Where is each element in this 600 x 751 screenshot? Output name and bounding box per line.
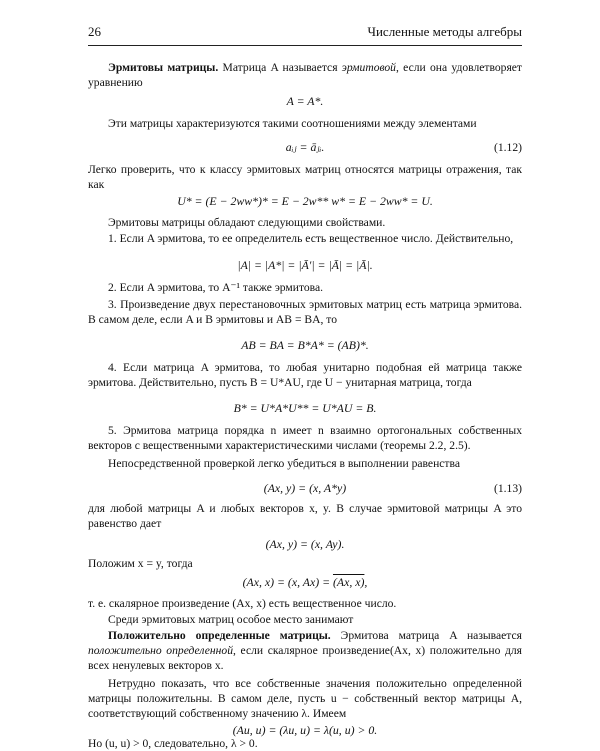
paragraph-positive-definite [88,628,522,673]
equation-part: (Ax, x) = (x, Ax) = [242,575,333,589]
equation: aᵢⱼ = āⱼᵢ. [285,140,325,154]
text-span: , если она удовлетворяет уравнению [88,61,522,89]
header-rule [88,45,522,46]
equation: AB = BA = B*A* = (AB)*. [241,338,369,352]
section-heading-positive-definite: Положительно определенные матрицы. [108,629,331,642]
equation: B* = U*A*U** = U*AU = B. [233,401,377,415]
running-header [88,24,522,44]
page-number: 26 [88,24,101,39]
running-title: Численные методы алгебры [367,24,522,39]
section-heading-hermitian: Эрмитовы матрицы. [108,61,219,74]
paragraph: Нетрудно показать, что все собственные значения положительно определенной матрицы положительны. В самом деле, пусть u − собственный вектор матрицы A, соответствующий собственному значению λ. Имеем [88,677,522,720]
text-span: Матрица A называется [218,61,342,74]
equation-conjugate: (Ax, x) [332,575,365,589]
paragraph: Эти матрицы характеризуются такими соотношениями между элементами [108,117,477,130]
paragraph: Эрмитовы матрицы обладают следующими свойствами. [108,216,386,229]
equation-part: , [364,575,368,589]
equation: |A| = |A*| = |Ā′| = |Ā| = |Ā|. [237,258,373,272]
text-span: , если скалярное произведение(Ax, x) положительно для всех ненулевых векторов x. [88,644,523,672]
paragraph: т. е. скалярное произведение (Ax, x) есть вещественное число. [88,597,397,610]
equation: U* = (E − 2ww*)* = E − 2w** w* = E − 2ww* = U. [177,194,433,208]
text-span: Эрмитова матрица A называется [330,629,522,642]
equation-number: (1.13) [493,482,522,495]
equation-number: (1.12) [493,141,522,154]
paragraph: 2. Если A эрмитова, то A⁻¹ также эрмитова. [108,281,324,294]
emphasis: положительно определенной [88,644,234,657]
paragraph: Но (u, u) > 0, следовательно, λ > 0. [88,737,258,750]
paragraph: Легко проверить, что к классу эрмитовых матриц относятся матрицы отражения, так как [88,163,522,191]
paragraph: Непосредственной проверкой легко убедиться в выполнении равенства [108,457,460,470]
equation [88,575,522,590]
paragraph: 1. Если A эрмитова, то ее определитель есть вещественное число. Действительно, [108,232,514,245]
equation: (Au, u) = (λu, u) = λ(u, u) > 0. [232,723,378,737]
paragraph: 3. Произведение двух перестановочных эрмитовых матриц есть матрица эрмитова. В самом деле, если A и B эрмитовы и AB = BA, то [88,298,522,326]
emphasis: эрмитовой [341,61,396,74]
equation: A = A*. [286,94,324,108]
equation: (Ax, y) = (x, Ay). [265,537,345,551]
paragraph: Среди эрмитовых матриц особое место занимают [108,613,354,626]
paragraph: Положим x = y, тогда [88,557,193,570]
paragraph-hermitian-def [88,60,522,90]
paragraph: 5. Эрмитова матрица порядка n имеет n взаимно ортогональных собственных векторов с вещественными характеристическими числами (теоремы 2.2, 2.5). [88,424,522,452]
equation: (Ax, y) = (x, A*y) [263,481,347,495]
paragraph: 4. Если матрица A эрмитова, то любая унитарно подобная ей матрица также эрмитова. Действительно, пусть B = U*AU, где U − унитарная матрица, тогда [88,361,522,389]
paragraph: для любой матрицы A и любых векторов x, y. В случае эрмитовой матрицы A это равенство дает [88,502,522,530]
